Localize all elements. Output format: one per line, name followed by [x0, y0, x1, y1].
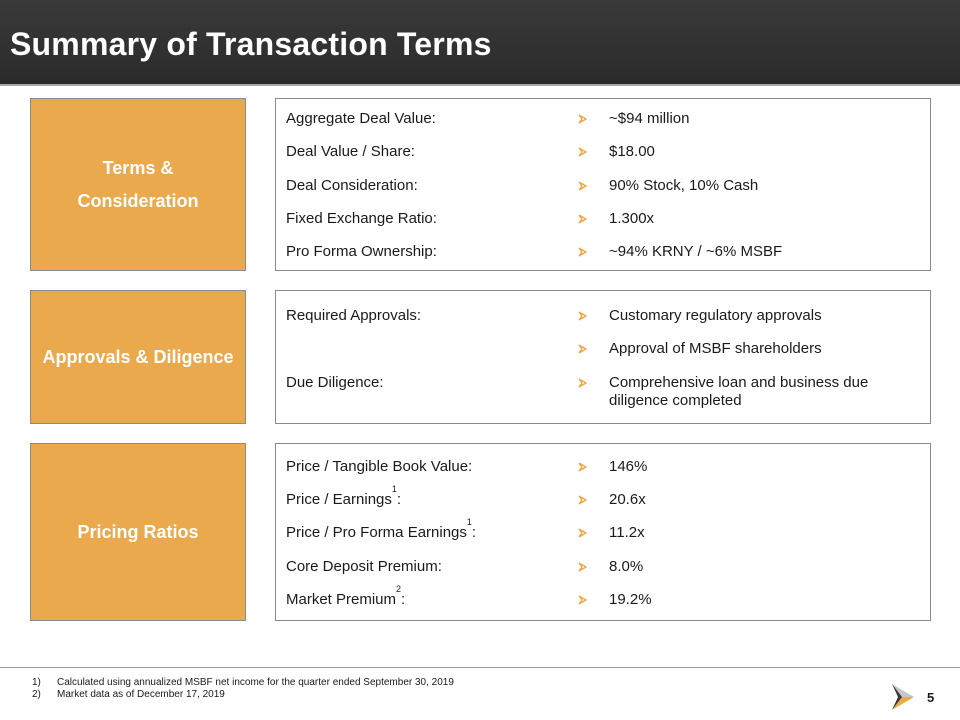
row-value: Comprehensive loan and business due diligence completed: [609, 374, 869, 409]
page-number: 5: [927, 690, 935, 705]
row-value: 1.300x: [609, 210, 655, 227]
chevron-arrow-icon: [578, 114, 587, 124]
row-value: 19.2%: [609, 591, 652, 608]
title-bar: [0, 0, 960, 86]
row-value: $18.00: [609, 143, 655, 160]
row-key: Core Deposit Premium:: [286, 558, 442, 575]
row-value: 146%: [609, 458, 648, 475]
row-key: Due Diligence:: [286, 374, 384, 391]
row-key: Deal Value / Share:: [286, 143, 415, 160]
section-content-approvals: [275, 290, 931, 424]
footnote-text: Calculated using annualized MSBF net income for the quarter ended September 30, 2019: [57, 677, 454, 688]
row-key: Market Premium$^2$:: [286, 584, 406, 608]
chevron-arrow-icon: [578, 378, 587, 388]
section-label-pricing: [30, 443, 246, 621]
footnote-number: 1): [32, 677, 41, 688]
row-key: Price / Earnings$^1$:: [286, 484, 402, 508]
chevron-arrow-icon: [578, 528, 587, 538]
section-content-terms: [275, 98, 931, 271]
chevron-arrow-icon: [578, 181, 587, 191]
row-key: Price / Pro Forma Earnings$^1$:: [286, 517, 477, 541]
section-label-line: Consideration: [77, 190, 199, 211]
chevron-arrow-icon: [578, 344, 587, 354]
section-label-text: Pricing Ratios: [77, 521, 199, 542]
row-key: Pro Forma Ownership:: [286, 243, 437, 260]
chevron-arrow-icon: [578, 247, 587, 257]
row-key: Deal Consideration:: [286, 177, 418, 194]
section-content-pricing: [275, 443, 931, 621]
row-key: Price / Tangible Book Value:: [286, 458, 473, 475]
row-value: Customary regulatory approvals: [609, 307, 822, 324]
chevron-arrow-icon: [578, 562, 587, 572]
chevron-logo-icon: [890, 682, 920, 712]
row-value: 90% Stock, 10% Cash: [609, 177, 759, 194]
row-key: Aggregate Deal Value:: [286, 110, 436, 127]
section-label-text: Approvals & Diligence: [42, 346, 234, 367]
chevron-arrow-icon: [578, 214, 587, 224]
footnote-text: Market data as of December 17, 2019: [57, 689, 225, 700]
row-value: 8.0%: [609, 558, 644, 575]
row-key: Fixed Exchange Ratio:: [286, 210, 437, 227]
chevron-arrow-icon: [578, 462, 587, 472]
section-label-terms: [30, 98, 246, 271]
chevron-arrow-icon: [578, 495, 587, 505]
row-value: Approval of MSBF shareholders: [609, 340, 822, 357]
row-key: Required Approvals:: [286, 307, 422, 324]
row-value: ~$94 million: [609, 110, 690, 127]
chevron-arrow-icon: [578, 147, 587, 157]
page-title: Summary of Transaction Terms: [10, 26, 492, 62]
row-value: 20.6x: [609, 491, 646, 508]
footer-divider: [0, 667, 960, 668]
chevron-arrow-icon: [578, 595, 587, 605]
row-value: 11.2x: [609, 524, 645, 541]
section-label-line: Terms &: [102, 157, 174, 178]
chevron-arrow-icon: [578, 311, 587, 321]
section-label-approvals: [30, 290, 246, 424]
footnote-number: 2): [32, 689, 41, 700]
row-value: ~94% KRNY / ~6% MSBF: [609, 243, 783, 260]
